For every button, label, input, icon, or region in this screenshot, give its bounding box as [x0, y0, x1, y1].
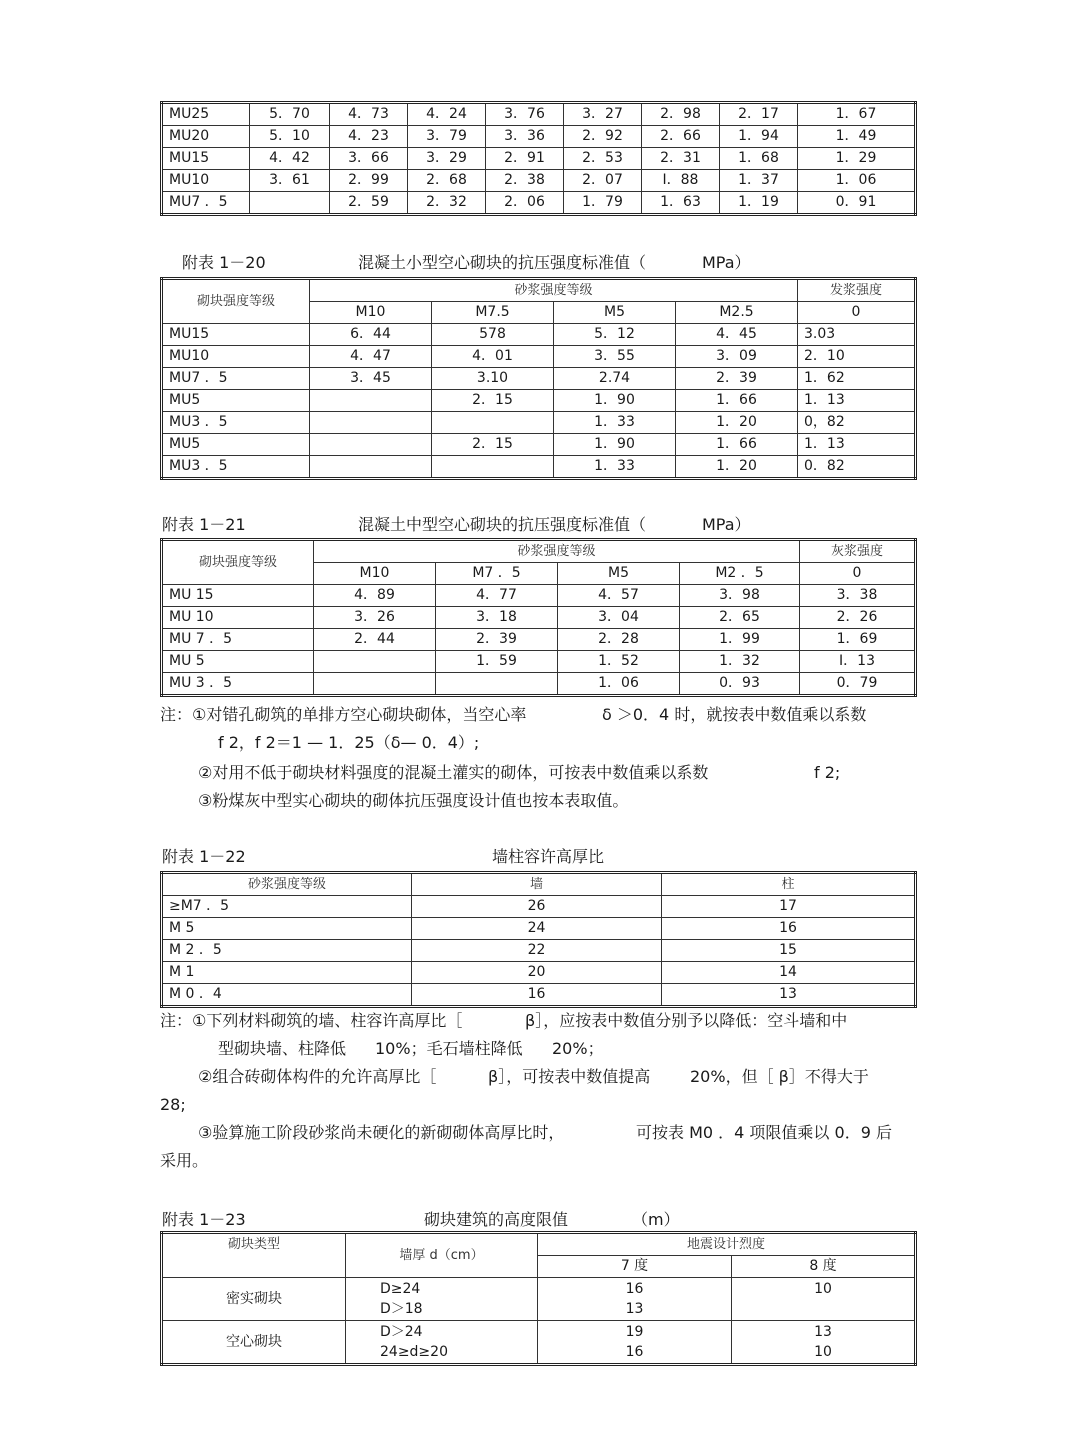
- value-cell: 1．90: [554, 390, 676, 412]
- table-label: 附表 1－22: [162, 847, 246, 866]
- row-grade-cell: MU5: [162, 434, 310, 456]
- table-1-23: [160, 1231, 917, 1366]
- sub-header-8: 8 度: [732, 1256, 916, 1278]
- value-cell: 1．67: [798, 103, 916, 126]
- value-cell: 2．26: [800, 607, 916, 629]
- table-row: [162, 1278, 916, 1321]
- row-grade-cell: MU25: [162, 103, 250, 126]
- value-cell: 1．90: [554, 434, 676, 456]
- value-cell: 14: [662, 962, 916, 984]
- table-title: 墙柱容许高厚比: [492, 847, 605, 866]
- value-cell: 1．66: [676, 390, 798, 412]
- sub-header: M10: [314, 563, 436, 585]
- value-cell: 1．59: [436, 651, 558, 673]
- cell-line: 13: [814, 1324, 832, 1340]
- value-cell: 1．06: [558, 673, 680, 696]
- table-row: [162, 346, 916, 368]
- value-cell: 2．15: [432, 390, 554, 412]
- value-cell: 4．24: [408, 103, 486, 126]
- row-grade-cell: M 1: [162, 962, 412, 984]
- value-cell: Ⅰ．88: [642, 170, 720, 192]
- header-grade: 砌块强度等级: [162, 540, 314, 585]
- table-1-20-caption: [160, 250, 920, 274]
- cell-line: 16: [625, 1344, 644, 1360]
- value-cell: 1．20: [676, 456, 798, 479]
- value-cell: [310, 456, 432, 479]
- value-cell: 4．57: [558, 585, 680, 607]
- value-cell: 3．36: [486, 126, 564, 148]
- note-21-line-3b: f 2;: [814, 763, 841, 782]
- table-row: [162, 324, 916, 346]
- cell-line: D≥24: [380, 1281, 421, 1297]
- note-22-line-3c: 20%，但［ β］不得大于: [690, 1067, 869, 1086]
- value-cell: 1．94: [720, 126, 798, 148]
- value-cell: 3．45: [310, 368, 432, 390]
- value-cell: 3．29: [408, 148, 486, 170]
- value-cell: 2．59: [330, 192, 408, 215]
- table-1-22: [160, 871, 917, 1008]
- sub-header: M2.5: [676, 302, 798, 324]
- value-cell: Ⅰ．13: [800, 651, 916, 673]
- note-22-line-5a: ③验算施工阶段砂浆尚未硬化的新砌砌体高厚比时，: [198, 1123, 565, 1142]
- value-cell: 3．04: [558, 607, 680, 629]
- cell-line: 24≥d≥20: [380, 1344, 448, 1360]
- value-cell: 2．17: [720, 103, 798, 126]
- row-grade-cell: MU 15: [162, 585, 314, 607]
- table-1-23-caption: [160, 1207, 920, 1231]
- value-cell: 3．76: [486, 103, 564, 126]
- table-row: [162, 651, 916, 673]
- value-cell: 3．18: [436, 607, 558, 629]
- note-22-line-6: 采用。: [160, 1151, 209, 1170]
- row-grade-cell: M 2 ．5: [162, 940, 412, 962]
- value-cell: 5．12: [554, 324, 676, 346]
- value-cell: 15: [662, 940, 916, 962]
- value-cell: 20: [412, 962, 662, 984]
- value-cell: [310, 390, 432, 412]
- value-cell: 1．66: [676, 434, 798, 456]
- table-row: [162, 962, 916, 984]
- value-cell: 2．06: [486, 192, 564, 215]
- value-cell: 5．70: [250, 103, 330, 126]
- value-cell: 13: [662, 984, 916, 1007]
- table-row: [162, 456, 916, 479]
- value-cell: 2．65: [680, 607, 800, 629]
- value-cell: 3．55: [554, 346, 676, 368]
- value-cell: 4．42: [250, 148, 330, 170]
- value-cell: [432, 456, 554, 479]
- table-row: [162, 103, 916, 126]
- table-row: [162, 629, 916, 651]
- row-grade-cell: M 5: [162, 918, 412, 940]
- table-row: [162, 434, 916, 456]
- sub-header-7: 7 度: [538, 1256, 732, 1278]
- table-row: [162, 390, 916, 412]
- table-1-21-caption: [160, 512, 920, 536]
- table-row: [162, 368, 916, 390]
- value-cell: 4．01: [432, 346, 554, 368]
- value-cell: 2．39: [676, 368, 798, 390]
- cell-line: 13: [625, 1301, 644, 1317]
- note-22-line-1a: 注：①下列材料砌筑的墙、柱容许高厚比［: [160, 1011, 463, 1030]
- value-cell: 2．28: [558, 629, 680, 651]
- table-row: [162, 918, 916, 940]
- value-cell: [310, 434, 432, 456]
- value-cell: 3．27: [564, 103, 642, 126]
- row-grade-cell: ≥M7 ．5: [162, 896, 412, 918]
- value-cell: 3．26: [314, 607, 436, 629]
- note-22-line-2c: 20%；: [552, 1039, 604, 1058]
- row-grade-cell: MU 5: [162, 651, 314, 673]
- value-cell: 4．45: [676, 324, 798, 346]
- row-grade-cell: MU 10: [162, 607, 314, 629]
- value-cell: 1．33: [554, 456, 676, 479]
- table-row: [162, 412, 916, 434]
- value-cell: 1．68: [720, 148, 798, 170]
- row-grade-cell: MU20: [162, 126, 250, 148]
- value-cell: 2．53: [564, 148, 642, 170]
- cell-line: 10: [814, 1344, 832, 1360]
- value-cell: 3.10: [432, 368, 554, 390]
- table-row: [162, 940, 916, 962]
- row-grade-cell: MU3 ．5: [162, 456, 310, 479]
- sub-header: M10: [310, 302, 432, 324]
- value-cell: 2．44: [314, 629, 436, 651]
- wall-thickness-cell: [346, 1278, 538, 1321]
- value-cell: [310, 412, 432, 434]
- value-cell: [314, 673, 436, 696]
- table-title: 混凝土中型空心砌块的抗压强度标准值（: [358, 515, 647, 534]
- table-1-20-block: [160, 277, 914, 480]
- value-cell: 2．15: [432, 434, 554, 456]
- row-grade-cell: MU3 ．5: [162, 412, 310, 434]
- value-cell: [314, 651, 436, 673]
- table-unit: MPa）: [702, 253, 751, 272]
- note-21-line-4: ③粉煤灰中型实心砌块的砌体抗压强度设计值也按本表取值。: [198, 791, 629, 810]
- table-1-22-block: [160, 871, 914, 1008]
- value-cell: 2.74: [554, 368, 676, 390]
- table-1-20: [160, 277, 917, 480]
- value-cell: 3．98: [680, 585, 800, 607]
- value-cell: 3．79: [408, 126, 486, 148]
- value-cell: 4．47: [310, 346, 432, 368]
- value-cell: 1．33: [554, 412, 676, 434]
- row-grade-cell: MU15: [162, 324, 310, 346]
- table-row: [162, 170, 916, 192]
- value-cell: 1．52: [558, 651, 680, 673]
- value-cell: 1．69: [800, 629, 916, 651]
- header-zero: 发浆强度: [798, 279, 916, 302]
- top-table-block: [160, 101, 914, 216]
- note-22-line-2a: 型砌块墙、柱降低: [218, 1039, 347, 1058]
- sub-header: M7 ．5: [436, 563, 558, 585]
- value-cell: 0．79: [800, 673, 916, 696]
- value-cell: 1．13: [798, 390, 916, 412]
- table-row: [162, 148, 916, 170]
- value-cell: 5．10: [250, 126, 330, 148]
- note-22-line-2b: 10%；毛石墙柱降低: [375, 1039, 523, 1058]
- value-cell: 1．32: [680, 651, 800, 673]
- block-type-cell: 密实砌块: [162, 1278, 346, 1321]
- note-22-line-3b: β］，可按表中数值提高: [488, 1067, 651, 1086]
- value-cell: 2．98: [642, 103, 720, 126]
- table-row: [162, 673, 916, 696]
- value-cell: 2．31: [642, 148, 720, 170]
- table-row: [162, 192, 916, 215]
- note-21-line-3a: ②对用不低于砌块材料强度的混凝土灌实的砌体，可按表中数值乘以系数: [198, 763, 709, 782]
- height-limit-cell: [538, 1321, 732, 1365]
- value-cell: 1．37: [720, 170, 798, 192]
- value-cell: 2．32: [408, 192, 486, 215]
- cell-line: 19: [625, 1324, 644, 1340]
- table-1-21: [160, 538, 917, 697]
- value-cell: 2．07: [564, 170, 642, 192]
- value-cell: 3.03: [798, 324, 916, 346]
- value-cell: 2．91: [486, 148, 564, 170]
- value-cell: 2．39: [436, 629, 558, 651]
- table-row: [162, 607, 916, 629]
- value-cell: 1．29: [798, 148, 916, 170]
- value-cell: 4．77: [436, 585, 558, 607]
- header-zero: 灰浆强度: [800, 540, 916, 563]
- note-21-line-1b: δ ＞0．4 时，就按表中数值乘以系数: [602, 705, 867, 724]
- value-cell: 1．62: [798, 368, 916, 390]
- row-grade-cell: MU 7 ．5: [162, 629, 314, 651]
- table-label: 附表 1－21: [162, 515, 246, 534]
- value-cell: 4．73: [330, 103, 408, 126]
- value-cell: 0．91: [798, 192, 916, 215]
- table-1-22-caption: [160, 844, 920, 868]
- table-title: 砌块建筑的高度限值: [424, 1210, 569, 1229]
- note-22-line-5b: 可按表 M0 ．4 项限值乘以 0．9 后: [636, 1123, 892, 1142]
- note-22-line-3a: ②组合砖砌体构件的允许高厚比［: [198, 1067, 437, 1086]
- table-label: 附表 1－23: [162, 1210, 246, 1229]
- sub-header: M5: [558, 563, 680, 585]
- row-grade-cell: MU5: [162, 390, 310, 412]
- block-type-cell: 空心砌块: [162, 1321, 346, 1365]
- value-cell: 1．99: [680, 629, 800, 651]
- row-grade-cell: MU10: [162, 170, 250, 192]
- value-cell: 16: [412, 984, 662, 1007]
- value-cell: 2．92: [564, 126, 642, 148]
- row-grade-cell: MU10: [162, 346, 310, 368]
- top-table: [160, 101, 917, 216]
- value-cell: 0，82: [798, 412, 916, 434]
- cell-line: 10: [814, 1281, 832, 1297]
- value-cell: 6．44: [310, 324, 432, 346]
- sub-header: 0: [800, 563, 916, 585]
- value-cell: 17: [662, 896, 916, 918]
- header-wall-thickness: 墙厚 d（cm）: [346, 1233, 538, 1278]
- value-cell: 26: [412, 896, 662, 918]
- header-mortar: 砂浆强度等级: [310, 279, 798, 302]
- value-cell: 2．10: [798, 346, 916, 368]
- sub-header: M7.5: [432, 302, 554, 324]
- sub-header: M5: [554, 302, 676, 324]
- row-grade-cell: MU7 ．5: [162, 368, 310, 390]
- value-cell: [432, 412, 554, 434]
- table-row: [162, 1321, 916, 1365]
- table-title: 混凝土小型空心砌块的抗压强度标准值（: [358, 253, 647, 272]
- cell-line: 16: [625, 1281, 644, 1297]
- row-grade-cell: MU15: [162, 148, 250, 170]
- value-cell: 1．06: [798, 170, 916, 192]
- cell-line: D＞24: [380, 1324, 423, 1340]
- value-cell: [436, 673, 558, 696]
- header-mortar-grade: 砂浆强度等级: [162, 873, 412, 896]
- table-row: [162, 585, 916, 607]
- table-1-23-block: [160, 1231, 914, 1366]
- table-row: [162, 126, 916, 148]
- value-cell: 578: [432, 324, 554, 346]
- table-unit: （m）: [632, 1210, 680, 1229]
- value-cell: 4．23: [330, 126, 408, 148]
- value-cell: 3．38: [800, 585, 916, 607]
- value-cell: 22: [412, 940, 662, 962]
- cell-line: [738, 1299, 908, 1319]
- value-cell: 0．93: [680, 673, 800, 696]
- header-grade: 砌块强度等级: [162, 279, 310, 324]
- row-grade-cell: MU 3 ．5: [162, 673, 314, 696]
- value-cell: 16: [662, 918, 916, 940]
- value-cell: 2．99: [330, 170, 408, 192]
- row-grade-cell: M 0 ．4: [162, 984, 412, 1007]
- note-22-line-1b: β］，应按表中数值分别予以降低：空斗墙和中: [525, 1011, 848, 1030]
- wall-thickness-cell: [346, 1321, 538, 1365]
- value-cell: 1．13: [798, 434, 916, 456]
- value-cell: 1．79: [564, 192, 642, 215]
- sub-header: M2 ．5: [680, 563, 800, 585]
- value-cell: 1．20: [676, 412, 798, 434]
- header-seismic-intensity: 地震设计烈度: [538, 1233, 916, 1256]
- note-22-line-4: 28;: [160, 1095, 186, 1114]
- header-wall: 墙: [412, 873, 662, 896]
- header-block-type: 砌块类型: [162, 1233, 346, 1278]
- cell-line: D＞18: [380, 1301, 423, 1317]
- value-cell: 24: [412, 918, 662, 940]
- value-cell: 1．63: [642, 192, 720, 215]
- value-cell: [250, 192, 330, 215]
- value-cell: 0．82: [798, 456, 916, 479]
- value-cell: 2．66: [642, 126, 720, 148]
- height-limit-cell: [732, 1278, 916, 1321]
- value-cell: 3．09: [676, 346, 798, 368]
- table-1-21-block: [160, 538, 914, 697]
- table-unit: MPa）: [702, 515, 751, 534]
- value-cell: 1．49: [798, 126, 916, 148]
- note-21-line-2: f 2，f 2＝1 — 1．25（δ— 0．4）;: [218, 733, 480, 752]
- table-row: [162, 984, 916, 1007]
- value-cell: 2．38: [486, 170, 564, 192]
- note-21-line-1a: 注：①对错孔砌筑的单排方空心砌块砌体，当空心率: [160, 705, 527, 724]
- row-grade-cell: MU7 ．5: [162, 192, 250, 215]
- height-limit-cell: [538, 1278, 732, 1321]
- header-column: 柱: [662, 873, 916, 896]
- value-cell: 1．19: [720, 192, 798, 215]
- value-cell: 3．66: [330, 148, 408, 170]
- header-mortar: 砂浆强度等级: [314, 540, 800, 563]
- table-label: 附表 1－20: [182, 253, 266, 272]
- value-cell: 4．89: [314, 585, 436, 607]
- sub-header: 0: [798, 302, 916, 324]
- height-limit-cell: [732, 1321, 916, 1365]
- value-cell: 2．68: [408, 170, 486, 192]
- value-cell: 3．61: [250, 170, 330, 192]
- table-row: [162, 896, 916, 918]
